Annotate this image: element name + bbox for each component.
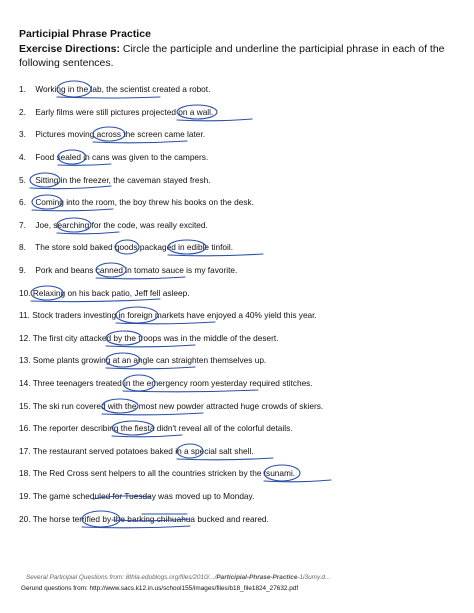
sentence-text: Joe, searching for the code, was really excited. [35, 220, 208, 230]
sentence-item [19, 310, 317, 321]
sentence-number: 13. [19, 355, 31, 365]
sentence-item [19, 288, 190, 299]
sentence-text: The restaurant served potatoes baked in a special salt shell. [32, 446, 254, 456]
sentence-number: 8. [19, 242, 26, 252]
source-note-participial [26, 574, 330, 581]
source-note-suffix: -1i3umy.d... [297, 574, 331, 581]
worksheet-title: Participial Phrase Practice [19, 28, 151, 40]
sentence-number: 18. [19, 468, 31, 478]
sentence-number: 9. [19, 265, 26, 275]
sentence-number: 17. [19, 446, 31, 456]
sentence-item [19, 423, 293, 434]
sentence-text: Some plants growing at an angle can straighten themselves up. [32, 355, 267, 365]
sentence-item [19, 107, 213, 118]
sentence-item [19, 514, 269, 525]
sentence-number: 14. [19, 378, 31, 388]
sentence-text: Working in the lab, the scientist created a robot. [35, 84, 211, 94]
source-note-filename: Participial-Phrase-Practice [216, 574, 298, 581]
sentence-text: The reporter describing the fiesta didn't reveal all of the colorful details. [32, 423, 293, 433]
sentence-number: 4. [19, 152, 26, 162]
sentence-text: Food sealed in cans was given to the campers. [35, 152, 209, 162]
sentence-number: 10. [19, 288, 31, 298]
sentence-text: Pork and beans canned in tomato sauce is my favorite. [35, 265, 238, 275]
source-note-gerund: Gerund questions from: http://www.sacs.k12.in.us/school155/images/files/b18_file1824_27632.pdf [21, 585, 299, 592]
source-note-prefix: Several Participial Questions from: 8thla.edublogs.org/files/2010/.../ [26, 574, 217, 581]
sentence-number: 1. [19, 84, 26, 94]
sentence-text: The horse terrified by the barking chihuahua bucked and reared. [32, 514, 269, 524]
sentence-text: The store sold baked goods packaged in edible tinfoil. [35, 242, 234, 252]
sentence-item [19, 129, 205, 140]
sentence-number: 2. [19, 107, 26, 117]
sentence-item [19, 242, 233, 253]
sentence-item [19, 355, 266, 366]
sentence-number: 19. [19, 491, 31, 501]
sentence-text: Three teenagers treated in the emergency room yesterday required stitches. [32, 378, 313, 388]
sentence-item [19, 446, 254, 457]
sentence-item [19, 197, 254, 208]
sentence-number: 20. [19, 514, 31, 524]
sentence-item [19, 491, 254, 502]
sentence-text: Pictures moving across the screen came later. [35, 129, 206, 139]
sentence-item [19, 84, 210, 95]
sentence-text: Relaxing on his back patio, Jeff fell asleep. [32, 288, 190, 298]
sentence-number: 3. [19, 129, 26, 139]
sentence-text: The ski run covered with the most new powder attracted huge crowds of skiers. [32, 401, 324, 411]
sentence-number: 12. [19, 333, 31, 343]
sentence-item [19, 265, 237, 276]
sentence-text: The game scheduled for Tuesday was moved up to Monday. [32, 491, 255, 501]
sentence-text: Early films were still pictures projected on a wall. [35, 107, 214, 117]
sentence-item [19, 333, 279, 344]
sentence-item [19, 220, 208, 231]
sentence-number: 6. [19, 197, 26, 207]
sentence-item [19, 468, 295, 479]
sentence-text: Coming into the room, the boy threw his books on the desk. [35, 197, 254, 207]
sentence-item [19, 175, 211, 186]
sentence-number: 7. [19, 220, 26, 230]
sentence-number: 16. [19, 423, 31, 433]
sentence-text: Stock traders investing in foreign markets have enjoyed a 40% yield this year. [32, 310, 317, 320]
sentence-number: 15. [19, 401, 31, 411]
sentence-number: 5. [19, 175, 26, 185]
sentence-text: The Red Cross sent helpers to all the countries stricken by the tsunami. [32, 468, 296, 478]
sentence-item [19, 152, 208, 163]
directions-text: Circle the participle and underline the participial phrase in each of the following sentences. [19, 43, 445, 69]
sentence-text: Sitting in the freezer, the caveman stayed fresh. [35, 175, 211, 185]
sentence-item [19, 401, 323, 412]
sentence-item [19, 378, 313, 389]
sentence-text: The first city attacked by the troops was in the middle of the desert. [32, 333, 279, 343]
sentence-number: 11. [19, 310, 30, 320]
directions-label: Exercise Directions: [19, 43, 120, 55]
